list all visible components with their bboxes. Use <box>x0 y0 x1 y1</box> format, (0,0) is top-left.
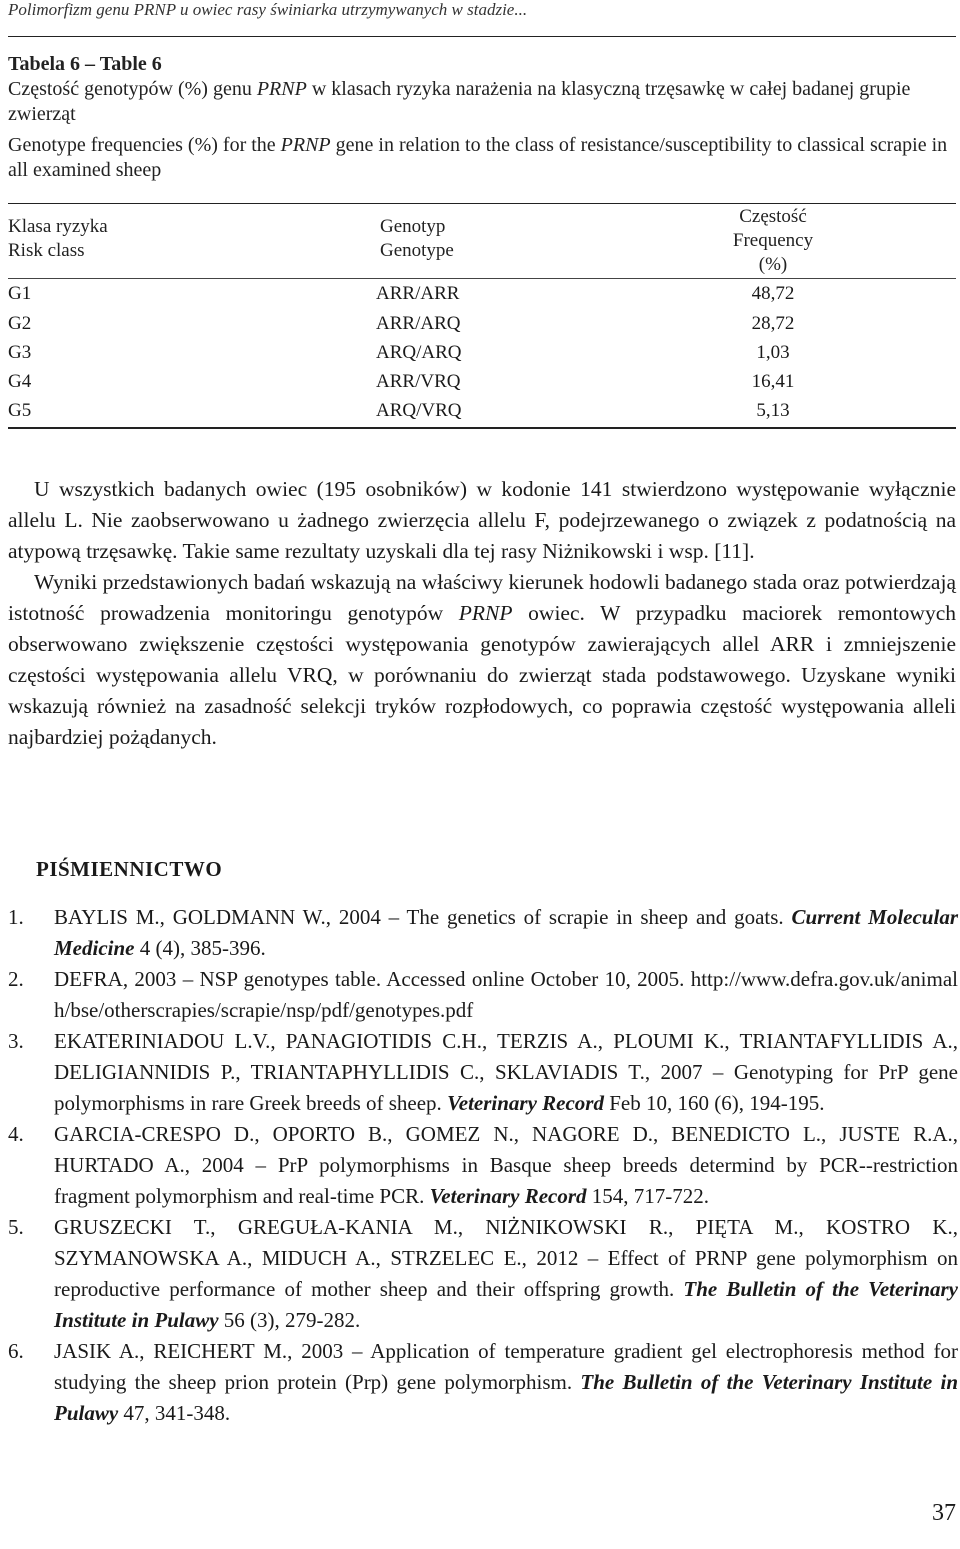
caption-pl-before: Częstość genotypów (%) genu <box>8 78 257 100</box>
table-row <box>8 309 956 339</box>
paragraph-1: U wszystkich badanych owiec (195 osobników) w kodonie 141 stwierdzono występowanie wyłącznie allelu L. Nie zaobserwowano u żadnego zwierzęcia allelu F, podejrzewanego o związek z podatnością na atypową trzęsawkę. Takie same rezultaty uzyskali dla tej rasy Niżnikowski i wsp. [11]. <box>8 477 956 563</box>
cell-frequency: 16,41 <box>751 371 795 392</box>
cell-risk-class: G5 <box>8 400 32 421</box>
reference-journal: Veterinary Record <box>447 1091 604 1115</box>
cell-frequency: 1,03 <box>756 342 790 363</box>
table-row <box>8 396 956 426</box>
reference-text: GARCIA-CRESPO D., OPORTO B., GOMEZ N., NAGORE D., BENEDICTO L., JUSTE R.A., HURTADO A., 2004 – PrP polymorphisms in Basque sheep breeds determind by PCR--restriction fragment polymorphism and real-time PCR. <box>54 1122 958 1208</box>
reference-details: Feb 10, 160 (6), 194-195. <box>603 1091 825 1115</box>
table-top-rule <box>8 203 956 204</box>
cell-genotype: ARR/ARR <box>376 283 460 304</box>
cell-genotype: ARQ/ARQ <box>376 342 462 363</box>
reference-text: GRUSZECKI T., GREGUŁA-KANIA M., NIŻNIKOWSKI R., PIĘTA M., KOSTRO K., SZYMANOWSKA A., MIDUCH A., STRZELEC E., 2012 – Effect of PRNP gene polymorphism on reproductive performance of mother sheep and their offspring growth. <box>54 1215 958 1301</box>
reference-text: EKATERINIADOU L.V., PANAGIOTIDIS C.H., TERZIS A., PLOUMI K., TRIANTAFYLLIDIS A., DELIGIANNIDIS P., TRIANTAPHYLLIDIS C., SKLAVIADIS T., 2007 – Genotyping for PrP gene polymorphisms in rare Greek breeds of sheep. <box>54 1029 958 1115</box>
header-frequency-unit: (%) <box>758 254 788 275</box>
header-frequency-en: Frequency <box>732 230 814 251</box>
reference-details: 4 (4), 385-396. <box>134 936 266 960</box>
reference-journal: The Bulletin of the Veterinary Institute in Pulawy <box>54 1370 958 1425</box>
reference-details: 154, 717-722. <box>586 1184 710 1208</box>
cell-frequency: 48,72 <box>751 283 795 304</box>
header-rule <box>8 36 956 37</box>
reference-number: 5. <box>8 1215 24 1239</box>
reference-journal: Veterinary Record <box>429 1184 587 1208</box>
cell-genotype: ARR/VRQ <box>376 371 461 392</box>
references-list <box>8 902 958 1429</box>
cell-frequency: 28,72 <box>751 313 795 334</box>
reference-details: 56 (3), 279-282. <box>218 1308 361 1332</box>
table-label: Tabela 6 – Table 6 <box>8 53 162 75</box>
table-row <box>8 279 956 309</box>
caption-pl <box>8 77 958 127</box>
caption-en <box>8 133 958 183</box>
cell-risk-class: G1 <box>8 283 32 304</box>
header-genotype-pl: Genotyp <box>380 216 446 237</box>
cell-risk-class: G3 <box>8 342 32 363</box>
paragraph-2-after: owiec. W przypadku maciorek remontowych obserwowano zwiększenie częstości występowania genotypów zawierających allel ARR i zmniejszenie częstości występowania allelu VRQ, w porównaniu do zwierząt stada podstawowego. Uzyskane wyniki wskazują również na zasadność selekcji tryków rozpłodowych, co poprawia częstość występowania alleli najbardziej pożądanych. <box>8 601 956 749</box>
reference-item <box>8 1026 958 1119</box>
table-row <box>8 367 956 397</box>
reference-number: 3. <box>8 1029 24 1053</box>
reference-journal: The Bulletin of the Veterinary Institute in Pulawy <box>54 1277 958 1332</box>
reference-number: 6. <box>8 1339 24 1363</box>
reference-text: BAYLIS M., GOLDMANN W., 2004 – The genetics of scrapie in sheep and goats. <box>54 905 792 929</box>
cell-genotype: ARQ/VRQ <box>376 400 462 421</box>
reference-item <box>8 902 958 964</box>
reference-item <box>8 964 958 1026</box>
running-header: Polimorfizm genu PRNP u owiec rasy świniarka utrzymywanych w stadzie... <box>8 0 528 19</box>
cell-frequency: 5,13 <box>756 400 790 421</box>
paragraph-2 <box>8 567 956 753</box>
caption-en-gene: PRNP <box>280 134 331 156</box>
reference-item <box>8 1119 958 1212</box>
cell-genotype: ARR/ARQ <box>376 313 461 334</box>
caption-en-after: gene in relation to the class of resistance/susceptibility to classical scrapie in all examined sheep <box>8 134 948 181</box>
header-genotype-en: Genotype <box>380 240 454 261</box>
caption-en-before: Genotype frequencies (%) for the <box>8 134 281 156</box>
paragraph-2-before: Wyniki przedstawionych badań wskazują na właściwy kierunek hodowli badanego stada oraz potwierdzają istotność prowadzenia monitoringu genotypów <box>8 570 956 625</box>
table-caption <box>8 52 958 183</box>
page-number: 37 <box>932 1500 956 1526</box>
reference-number: 1. <box>8 905 24 929</box>
paragraph-2-gene: PRNP <box>458 601 513 625</box>
cell-risk-class: G2 <box>8 313 32 334</box>
table-row <box>8 338 956 368</box>
header-risk-class <box>8 215 108 263</box>
reference-number: 2. <box>8 967 24 991</box>
reference-item <box>8 1212 958 1336</box>
table-bottom-rule <box>8 427 956 429</box>
header-risk-class-en: Risk class <box>8 240 85 261</box>
reference-item <box>8 1336 958 1429</box>
header-risk-class-pl: Klasa ryzyka <box>8 216 108 237</box>
header-frequency <box>718 205 828 277</box>
caption-pl-after: w klasach ryzyka narażenia na klasyczną trzęsawkę w całej badanej grupie zwierząt <box>8 78 911 125</box>
body-text <box>8 474 956 753</box>
reference-number: 4. <box>8 1122 24 1146</box>
references-heading: PIŚMIENNICTWO <box>36 857 223 881</box>
header-genotype <box>380 215 454 263</box>
header-frequency-pl: Częstość <box>739 206 807 227</box>
reference-details: 47, 341-348. <box>118 1401 231 1425</box>
reference-text: JASIK A., REICHERT M., 2003 – Application of temperature gradient gel electrophoresis method for studying the sheep prion protein (Prp) gene polymorphism. <box>54 1339 958 1394</box>
cell-risk-class: G4 <box>8 371 32 392</box>
reference-journal: Current Molecular Medicine <box>54 905 958 960</box>
caption-pl-gene: PRNP <box>256 78 307 100</box>
reference-text: DEFRA, 2003 – NSP genotypes table. Accessed online October 10, 2005. http://www.defra.gov.uk/animalh/bse/otherscrapies/scrapie/nsp/pdf/genotypes.pdf <box>54 967 958 1022</box>
